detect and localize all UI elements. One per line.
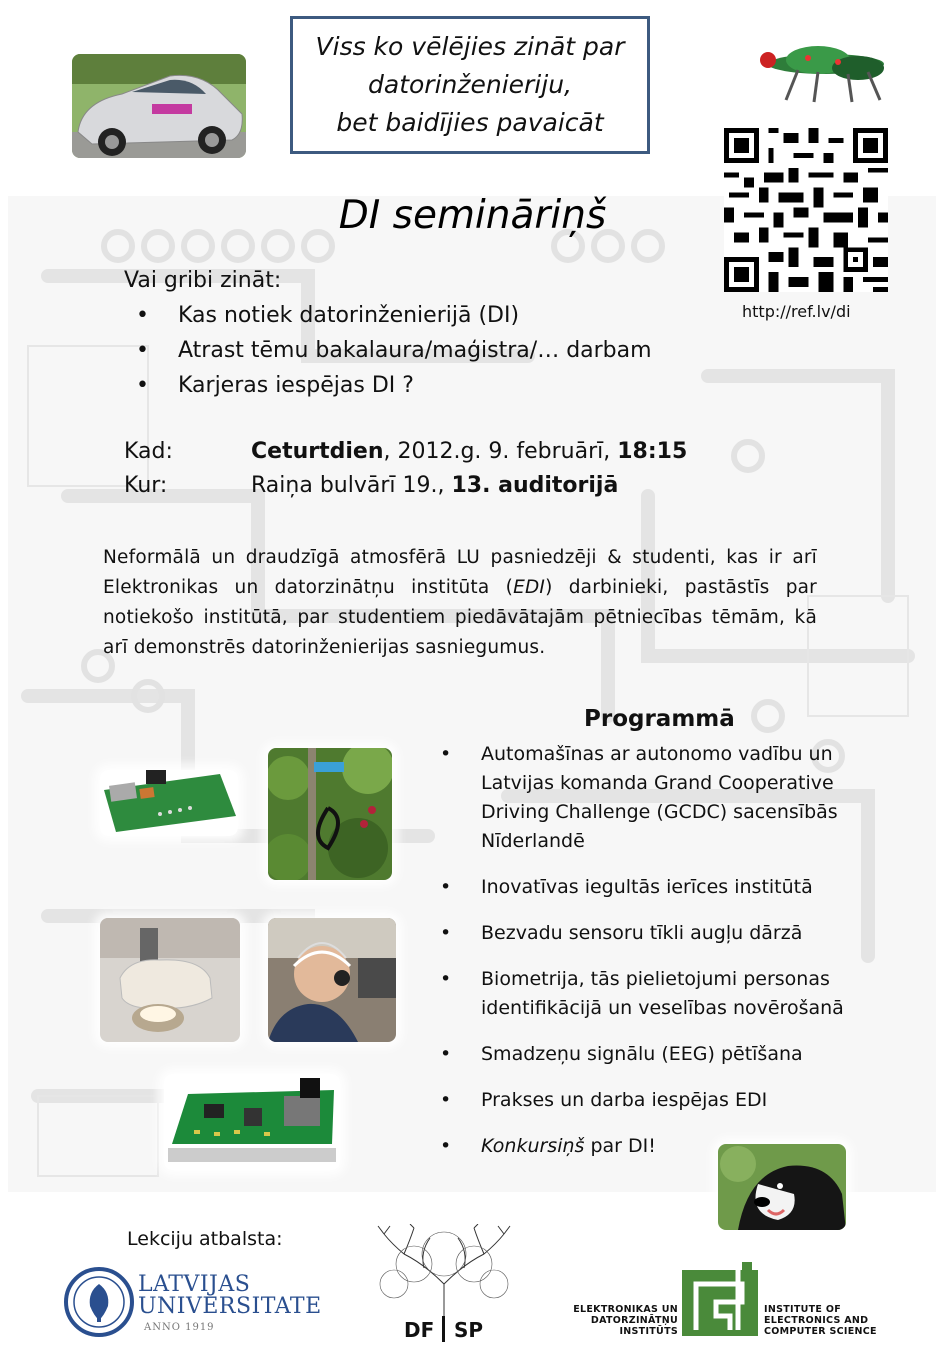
where-address: Raiņa bulvārī 19.,: [251, 473, 452, 498]
dfsp-right-text: SP: [454, 1318, 484, 1342]
contest-text: par DI!: [584, 1135, 656, 1157]
headline-line2: datorinženieriju,: [368, 70, 572, 99]
programme-list: [440, 740, 880, 1178]
lu-name-line1: LATVIJAS: [138, 1272, 251, 1297]
list-item: [136, 298, 652, 333]
list-item: [440, 1040, 880, 1069]
description-paragraph: [103, 543, 817, 663]
description-part1: Neformālā un draudzīgā atmosfērā LU pasniedzēji & studenti, kas ir arī Elektronikas un datorzinātņu institūta (: [103, 547, 817, 598]
programme-item: Prakses un darba iespējas EDI: [481, 1089, 768, 1111]
robot-insect-image: [748, 30, 902, 104]
dfsp-divider: [442, 1316, 445, 1342]
description-edi: EDI: [513, 577, 546, 598]
eeg-headset-photo: [268, 918, 396, 1042]
headline-box: [290, 16, 650, 154]
when-value: [251, 435, 687, 469]
orchard-sensor-photo: [268, 748, 392, 880]
autonomous-car-photo: [72, 54, 246, 158]
bullet: •: [440, 922, 452, 944]
when-day: Ceturtdien: [251, 439, 384, 464]
qr-url-link[interactable]: http://ref.lv/di: [742, 302, 851, 321]
list-item: [440, 873, 880, 902]
programme-title: Programmā: [584, 706, 735, 732]
headline-line3: bet baidījies pavaicāt: [336, 108, 604, 137]
edi-en-line2: ELECTRONICS AND: [764, 1315, 869, 1326]
lu-year: ANNO 1919: [144, 1322, 215, 1333]
list-item: [136, 333, 652, 368]
bullet: •: [440, 1089, 452, 1111]
bullet: •: [440, 1043, 452, 1065]
question-text: Karjeras iespējas DI ?: [178, 373, 414, 398]
programme-item: Smadzeņu signālu (EEG) pētīšana: [481, 1043, 803, 1065]
dfsp-logo[interactable]: [374, 1224, 514, 1344]
page-title: DI semināriņš: [338, 193, 607, 238]
programme-item: Biometrija, tās pielietojumi personas identifikācijā un veselības novērošanā: [481, 968, 844, 1019]
question-list: [136, 298, 652, 403]
headline-line1: Viss ko vēlējies zināt par: [315, 32, 625, 61]
description-part2: ) darbinieki, pastāstīs par notiekošo institūtā, par studentiem piedāvātajām pētniecības tēmām, kā arī demonstrēs datorinženierijas sasniegumus.: [103, 577, 817, 658]
programme-item: Bezvadu sensoru tīkli augļu dārzā: [481, 922, 803, 944]
question-text: Kas notiek datorinženierijā (DI): [178, 303, 520, 328]
list-item: [440, 740, 880, 856]
support-label: Lekciju atbalsta:: [127, 1228, 283, 1250]
list-item: [440, 1086, 880, 1115]
programme-item: [481, 1132, 656, 1161]
bullet: •: [136, 373, 149, 398]
edi-emblem-icon: [682, 1262, 758, 1338]
tree-icon: [374, 1224, 514, 1324]
bullet: •: [440, 876, 452, 898]
bullet: •: [440, 1135, 452, 1157]
bullet: •: [136, 303, 149, 328]
bullet: •: [136, 338, 149, 363]
list-item: [440, 1132, 880, 1161]
edi-logo[interactable]: [570, 1262, 880, 1342]
when-time: 18:15: [617, 439, 688, 464]
bullet: •: [440, 968, 452, 990]
when-row: [124, 435, 687, 469]
where-row: [124, 469, 687, 503]
embedded-board-photo: [100, 770, 238, 836]
when-date: , 2012.g. 9. februārī,: [383, 439, 618, 464]
contest-label: Konkursiņš: [481, 1135, 585, 1157]
where-room: 13. auditorijā: [451, 473, 619, 498]
list-item: [136, 368, 652, 403]
edi-en-line3: COMPUTER SCIENCE: [764, 1326, 877, 1337]
programme-item: Automašīnas ar autonomo vadību un Latvijas komanda Grand Cooperative Driving Challenge (GCDC) sacensībās Nīderlandē: [481, 743, 838, 852]
edi-lv-line2: DATORZINĀTŅU: [590, 1315, 678, 1326]
list-item: [440, 919, 880, 948]
bullet: •: [440, 743, 452, 765]
edi-lv-line1: ELEKTRONIKAS UN: [573, 1304, 678, 1315]
dfsp-left-text: DF: [404, 1318, 435, 1342]
edi-lv-line3: INSTITŪTS: [619, 1326, 678, 1337]
event-details: [124, 435, 687, 503]
intro-text: Vai gribi zināt:: [124, 268, 282, 293]
circuit-board-photo: [164, 1074, 340, 1170]
3d-printed-part-photo: [100, 918, 240, 1042]
when-label: Kad:: [124, 439, 173, 464]
list-item: [440, 965, 880, 1023]
question-text: Atrast tēmu bakalaura/maģistra/… darbam: [178, 338, 652, 363]
edi-en-line1: INSTITUTE OF: [764, 1304, 841, 1315]
where-label: Kur:: [124, 473, 168, 498]
lu-logo[interactable]: [64, 1262, 326, 1344]
lu-name-line2: UNIVERSITATE: [138, 1294, 322, 1319]
programme-item: Inovatīvas iegultās ierīces institūtā: [481, 876, 813, 898]
lu-seal-icon: [64, 1262, 134, 1342]
where-value: [251, 469, 618, 503]
